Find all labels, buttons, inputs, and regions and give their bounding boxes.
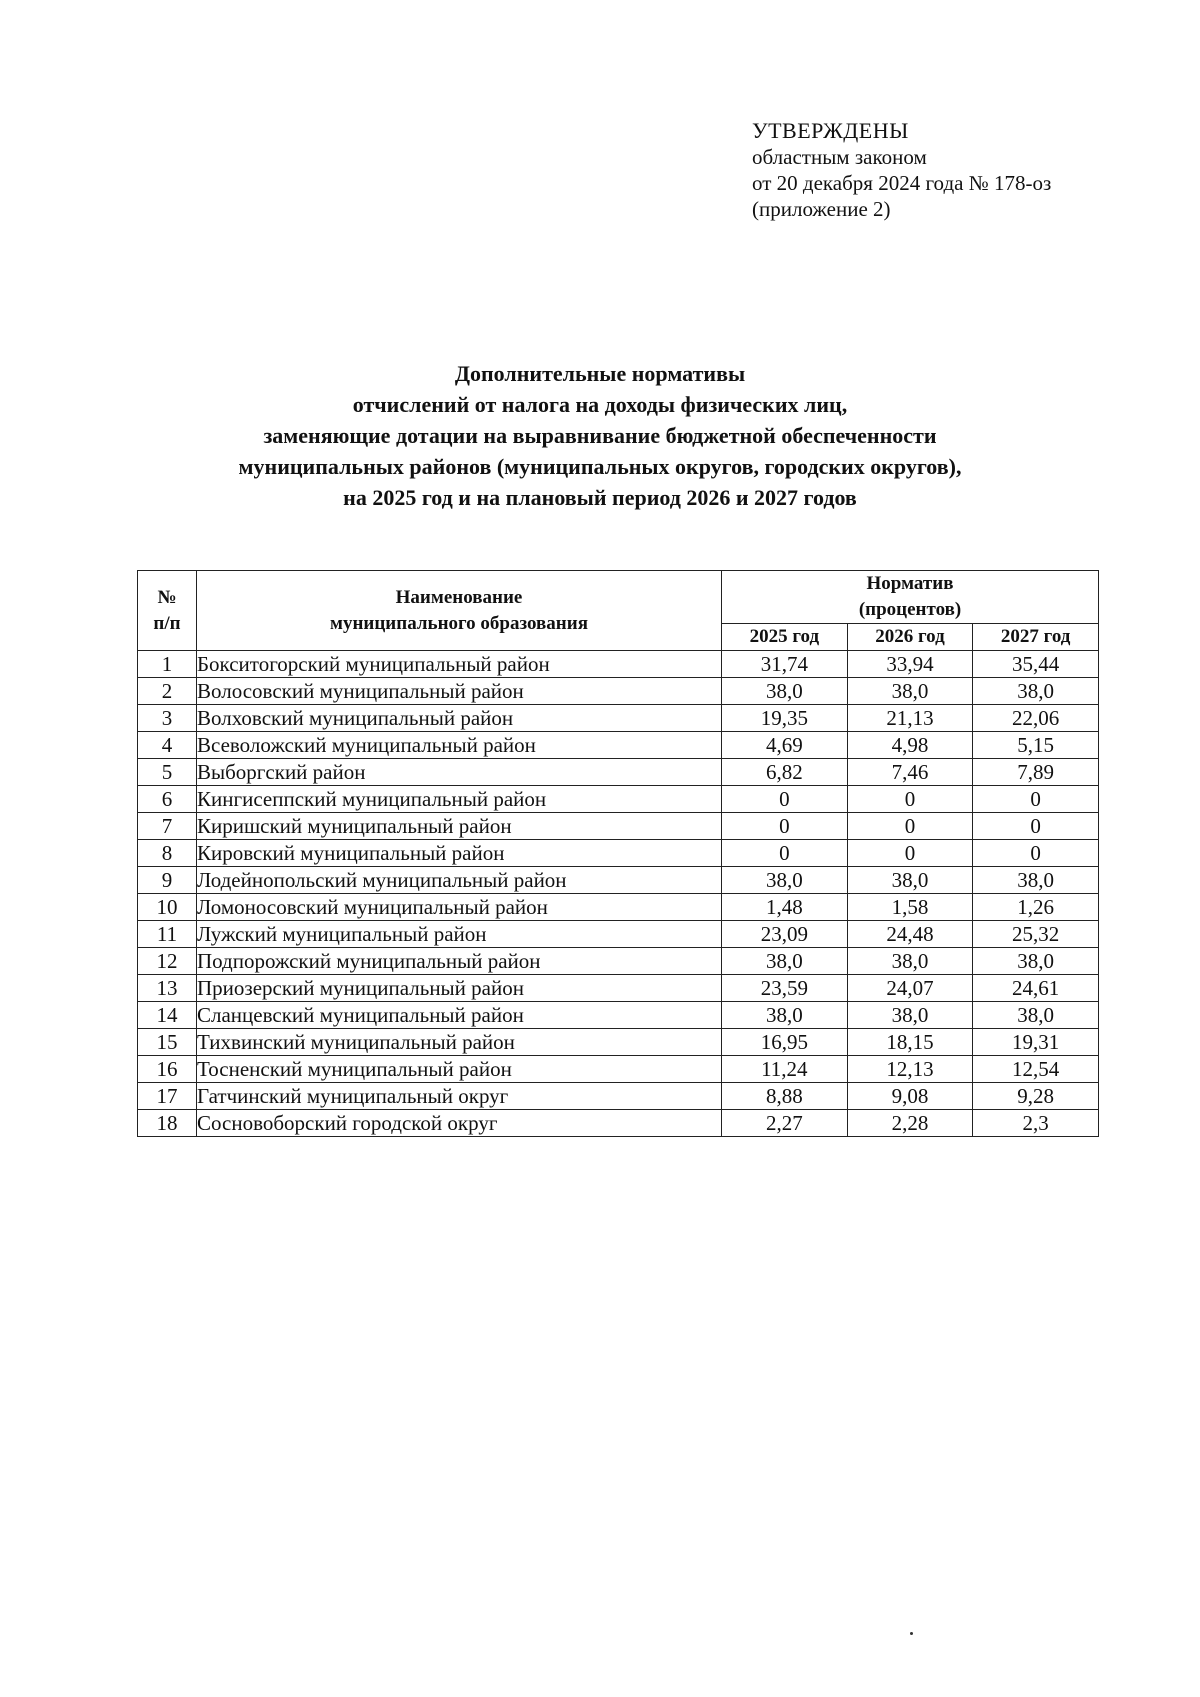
table-row xyxy=(138,1056,1099,1083)
row-number: 4 xyxy=(138,732,197,759)
norms-table xyxy=(137,570,1099,1137)
row-number: 14 xyxy=(138,1002,197,1029)
row-value-2027: 5,15 xyxy=(973,732,1099,759)
table-row xyxy=(138,813,1099,840)
approval-line-law: областным законом xyxy=(752,145,927,169)
row-municipality-name: Подпорожский муниципальный район xyxy=(197,948,722,975)
row-value-2027: 0 xyxy=(973,786,1099,813)
row-value-2027: 12,54 xyxy=(973,1056,1099,1083)
row-value-2027: 19,31 xyxy=(973,1029,1099,1056)
row-value-2025: 19,35 xyxy=(722,705,848,732)
row-value-2025: 2,27 xyxy=(722,1110,848,1137)
row-value-2027: 38,0 xyxy=(973,948,1099,975)
scan-speck xyxy=(910,1632,913,1635)
row-municipality-name: Сланцевский муниципальный район xyxy=(197,1002,722,1029)
table-row xyxy=(138,759,1099,786)
table-row xyxy=(138,732,1099,759)
row-municipality-name: Выборгский район xyxy=(197,759,722,786)
row-number: 5 xyxy=(138,759,197,786)
table-body xyxy=(138,651,1099,1137)
row-value-2027: 22,06 xyxy=(973,705,1099,732)
header-number-pp: п/п xyxy=(153,612,181,634)
row-value-2025: 6,82 xyxy=(722,759,848,786)
table-row xyxy=(138,1002,1099,1029)
row-number: 2 xyxy=(138,678,197,705)
row-value-2027: 38,0 xyxy=(973,678,1099,705)
row-value-2027: 0 xyxy=(973,840,1099,867)
row-value-2025: 38,0 xyxy=(722,948,848,975)
header-year-2025: 2025 год xyxy=(722,624,848,651)
table-row xyxy=(138,948,1099,975)
row-value-2025: 38,0 xyxy=(722,1002,848,1029)
table-row xyxy=(138,975,1099,1002)
row-value-2026: 38,0 xyxy=(847,1002,973,1029)
row-value-2027: 24,61 xyxy=(973,975,1099,1002)
row-value-2027: 25,32 xyxy=(973,921,1099,948)
row-municipality-name: Волосовский муниципальный район xyxy=(197,678,722,705)
row-value-2027: 1,26 xyxy=(973,894,1099,921)
document-title xyxy=(0,358,1200,513)
row-municipality-name: Всеволожский муниципальный район xyxy=(197,732,722,759)
title-line: муниципальных районов (муниципальных округов, городских округов), xyxy=(238,454,962,479)
title-line: отчислений от налога на доходы физических лиц, xyxy=(352,392,848,417)
title-line: Дополнительные нормативы xyxy=(454,361,746,386)
header-year-2027: 2027 год xyxy=(973,624,1099,651)
row-number: 18 xyxy=(138,1110,197,1137)
row-municipality-name: Кингисеппский муниципальный район xyxy=(197,786,722,813)
row-value-2025: 38,0 xyxy=(722,678,848,705)
row-number: 10 xyxy=(138,894,197,921)
row-value-2027: 38,0 xyxy=(973,867,1099,894)
row-value-2025: 31,74 xyxy=(722,651,848,678)
table-row xyxy=(138,651,1099,678)
row-value-2026: 38,0 xyxy=(847,678,973,705)
row-value-2027: 2,3 xyxy=(973,1110,1099,1137)
row-value-2025: 1,48 xyxy=(722,894,848,921)
approval-block xyxy=(752,118,1051,222)
row-value-2027: 7,89 xyxy=(973,759,1099,786)
row-value-2026: 24,07 xyxy=(847,975,973,1002)
row-municipality-name: Лужский муниципальный район xyxy=(197,921,722,948)
row-value-2026: 21,13 xyxy=(847,705,973,732)
row-value-2025: 38,0 xyxy=(722,867,848,894)
row-value-2025: 8,88 xyxy=(722,1083,848,1110)
row-value-2027: 35,44 xyxy=(973,651,1099,678)
row-value-2026: 12,13 xyxy=(847,1056,973,1083)
row-municipality-name: Волховский муниципальный район xyxy=(197,705,722,732)
approval-line-date: от 20 декабря 2024 года № 178-оз xyxy=(752,171,1052,195)
row-value-2026: 0 xyxy=(847,813,973,840)
header-norm xyxy=(722,571,1099,624)
row-municipality-name: Сосновоборский городской округ xyxy=(197,1110,722,1137)
row-number: 1 xyxy=(138,651,197,678)
row-value-2025: 0 xyxy=(722,786,848,813)
row-value-2026: 4,98 xyxy=(847,732,973,759)
row-municipality-name: Ломоносовский муниципальный район xyxy=(197,894,722,921)
header-name-line1: Наименование xyxy=(395,586,523,608)
row-value-2026: 33,94 xyxy=(847,651,973,678)
title-line: заменяющие дотации на выравнивание бюджетной обеспеченности xyxy=(263,423,937,448)
table-row xyxy=(138,678,1099,705)
header-number xyxy=(138,571,197,651)
row-value-2026: 1,58 xyxy=(847,894,973,921)
row-number: 9 xyxy=(138,867,197,894)
approval-heading: УТВЕРЖДЕНЫ xyxy=(752,118,909,143)
row-number: 13 xyxy=(138,975,197,1002)
row-number: 17 xyxy=(138,1083,197,1110)
header-municipality xyxy=(197,571,722,651)
row-value-2025: 11,24 xyxy=(722,1056,848,1083)
row-number: 3 xyxy=(138,705,197,732)
row-number: 12 xyxy=(138,948,197,975)
row-value-2026: 7,46 xyxy=(847,759,973,786)
row-value-2027: 0 xyxy=(973,813,1099,840)
row-number: 15 xyxy=(138,1029,197,1056)
row-value-2025: 4,69 xyxy=(722,732,848,759)
table-row xyxy=(138,1083,1099,1110)
row-value-2026: 38,0 xyxy=(847,867,973,894)
row-value-2026: 24,48 xyxy=(847,921,973,948)
row-municipality-name: Кировский муниципальный район xyxy=(197,840,722,867)
row-municipality-name: Лодейнопольский муниципальный район xyxy=(197,867,722,894)
row-value-2027: 38,0 xyxy=(973,1002,1099,1029)
row-number: 8 xyxy=(138,840,197,867)
table-row xyxy=(138,1110,1099,1137)
row-value-2026: 2,28 xyxy=(847,1110,973,1137)
row-municipality-name: Бокситогорский муниципальный район xyxy=(197,651,722,678)
table-row xyxy=(138,705,1099,732)
table-row xyxy=(138,921,1099,948)
row-municipality-name: Тосненский муниципальный район xyxy=(197,1056,722,1083)
table-row xyxy=(138,786,1099,813)
row-value-2026: 9,08 xyxy=(847,1083,973,1110)
table-row xyxy=(138,1029,1099,1056)
row-municipality-name: Приозерский муниципальный район xyxy=(197,975,722,1002)
row-value-2027: 9,28 xyxy=(973,1083,1099,1110)
row-value-2025: 16,95 xyxy=(722,1029,848,1056)
row-number: 6 xyxy=(138,786,197,813)
row-number: 7 xyxy=(138,813,197,840)
title-line: на 2025 год и на плановый период 2026 и 2027 годов xyxy=(343,485,857,510)
row-value-2026: 0 xyxy=(847,786,973,813)
header-norm-line2: (процентов) xyxy=(858,599,962,620)
approval-line-appendix: (приложение 2) xyxy=(752,197,891,221)
row-value-2026: 38,0 xyxy=(847,948,973,975)
row-value-2025: 23,09 xyxy=(722,921,848,948)
header-number-symbol: № xyxy=(157,586,177,608)
row-value-2026: 0 xyxy=(847,840,973,867)
header-year-2026: 2026 год xyxy=(847,624,973,651)
row-value-2025: 0 xyxy=(722,813,848,840)
header-name-line2: муниципального образования xyxy=(330,612,588,634)
row-value-2025: 23,59 xyxy=(722,975,848,1002)
row-municipality-name: Киришский муниципальный район xyxy=(197,813,722,840)
row-value-2025: 0 xyxy=(722,840,848,867)
row-number: 11 xyxy=(138,921,197,948)
table-row xyxy=(138,894,1099,921)
table-row xyxy=(138,840,1099,867)
row-municipality-name: Гатчинский муниципальный округ xyxy=(197,1083,722,1110)
header-norm-line1: Норматив xyxy=(866,573,954,594)
row-number: 16 xyxy=(138,1056,197,1083)
table-row xyxy=(138,867,1099,894)
row-value-2026: 18,15 xyxy=(847,1029,973,1056)
row-municipality-name: Тихвинский муниципальный район xyxy=(197,1029,722,1056)
